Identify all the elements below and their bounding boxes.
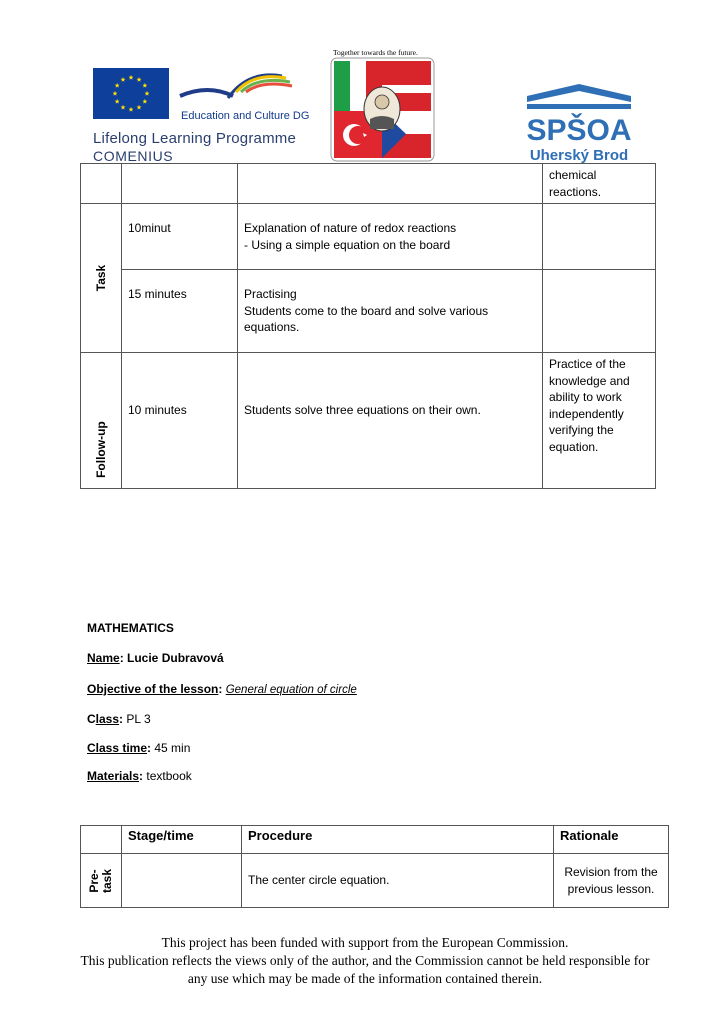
- objective-colon: :: [218, 682, 223, 696]
- rationale-line: Revision from the: [564, 865, 658, 879]
- tagline: Together towards the future.: [333, 48, 418, 57]
- class-label-rest: lass: [95, 712, 120, 726]
- time-value: 45 min: [154, 741, 191, 755]
- rationale-line: verifying the: [549, 423, 614, 437]
- procedure-line: Explanation of nature of redox reactions: [244, 221, 457, 235]
- class-info: [87, 712, 151, 726]
- rationale-line: equation.: [549, 439, 599, 454]
- table-row: [81, 854, 669, 908]
- name-label: Name: [87, 651, 120, 665]
- procedure-cell: [238, 204, 543, 270]
- procedure-line: Students come to the board and solve various: [244, 303, 489, 318]
- rationale-line: chemical: [549, 168, 597, 182]
- footer-line: This publication reflects the views only of the author, and the Commission cannot be held responsible for: [80, 953, 650, 968]
- lesson-plan-table-mathematics: [80, 825, 669, 908]
- stage-cell-task: [81, 204, 122, 353]
- lesson-plan-table-chemistry: [80, 163, 656, 489]
- class-value: PL 3: [126, 712, 151, 726]
- school-logo: [523, 82, 635, 164]
- header-stage-time: Stage/time: [122, 826, 242, 854]
- dg-label: Education and Culture DG: [181, 110, 310, 122]
- subject-heading: MATHEMATICS: [87, 621, 174, 635]
- table-header-row: [81, 826, 669, 854]
- header-stage: [81, 826, 122, 854]
- procedure-cell: [238, 353, 543, 489]
- rationale-line: Practice of the: [549, 357, 626, 371]
- stage-cell-pre-task: [81, 854, 122, 908]
- class-label-initial: C: [87, 712, 96, 726]
- table-row: [81, 353, 656, 489]
- stage-label: Task: [93, 264, 108, 292]
- rationale-cell: [543, 204, 656, 270]
- table-row: [81, 204, 656, 270]
- procedure-line: Practising: [244, 287, 297, 301]
- time-cell: [122, 164, 238, 204]
- stage-cell: [81, 164, 122, 204]
- stage-label: [88, 861, 114, 901]
- rationale-line: previous lesson.: [567, 881, 655, 896]
- stage-label-line: task: [100, 868, 114, 893]
- rationale-cell: [543, 353, 656, 489]
- lesson-objective: [87, 682, 357, 696]
- rationale-line: ability to work: [549, 390, 622, 404]
- procedure-cell: [238, 164, 543, 204]
- footer-line: This project has been funded with support from the European Commission.: [161, 935, 569, 950]
- procedure-line: - Using a simple equation on the board: [244, 237, 451, 252]
- class-time: [87, 741, 190, 755]
- time-cell: 10minut: [122, 204, 238, 270]
- rationale-line: independently: [549, 406, 624, 421]
- materials-label: Materials: [87, 769, 140, 783]
- header-procedure: Procedure: [242, 826, 554, 854]
- time-cell: [122, 854, 242, 908]
- rationale-line: reactions.: [549, 184, 602, 199]
- procedure-line: Students solve three equations on their own.: [244, 403, 481, 417]
- materials-colon: :: [139, 769, 144, 783]
- school-logo-name: SPŠOA: [526, 114, 632, 147]
- stage-label: Follow-up: [93, 420, 108, 478]
- rationale-cell: [543, 270, 656, 353]
- rationale-cell: [543, 164, 656, 204]
- table-row: [81, 164, 656, 204]
- school-logo-town: Uherský Brod: [529, 147, 629, 164]
- procedure-line: equations.: [244, 320, 300, 334]
- eu-flag-logo: [93, 68, 169, 119]
- header-rationale: Rationale: [554, 826, 669, 854]
- footer-line: any use which may be made of the information contained therein.: [187, 971, 543, 986]
- rationale-line: knowledge and: [549, 373, 630, 388]
- objective-value: General equation of circle: [225, 684, 357, 696]
- teacher-name: [87, 651, 224, 665]
- objective-label: Objective of the lesson: [87, 682, 219, 696]
- stage-cell-follow-up: [81, 353, 122, 489]
- class-colon: :: [119, 712, 124, 726]
- procedure-cell: The center circle equation.: [242, 854, 554, 908]
- programme-line: Lifelong Learning Programme: [93, 130, 297, 147]
- time-cell: 15 minutes: [122, 270, 238, 353]
- time-colon: :: [147, 741, 152, 755]
- procedure-cell: [238, 270, 543, 353]
- name-value: : Lucie Dubravová: [119, 651, 224, 665]
- stage-label-line: Pre-: [87, 868, 101, 893]
- rationale-cell: [554, 854, 669, 908]
- materials: [87, 769, 192, 783]
- funding-disclaimer: [60, 934, 670, 988]
- table-row: [81, 270, 656, 353]
- time-label: Class time: [87, 741, 148, 755]
- partnership-flags-logo: [330, 57, 435, 162]
- materials-value: textbook: [146, 769, 192, 783]
- time-cell: 10 minutes: [122, 353, 238, 489]
- comenius-label: COMENIUS: [93, 148, 174, 164]
